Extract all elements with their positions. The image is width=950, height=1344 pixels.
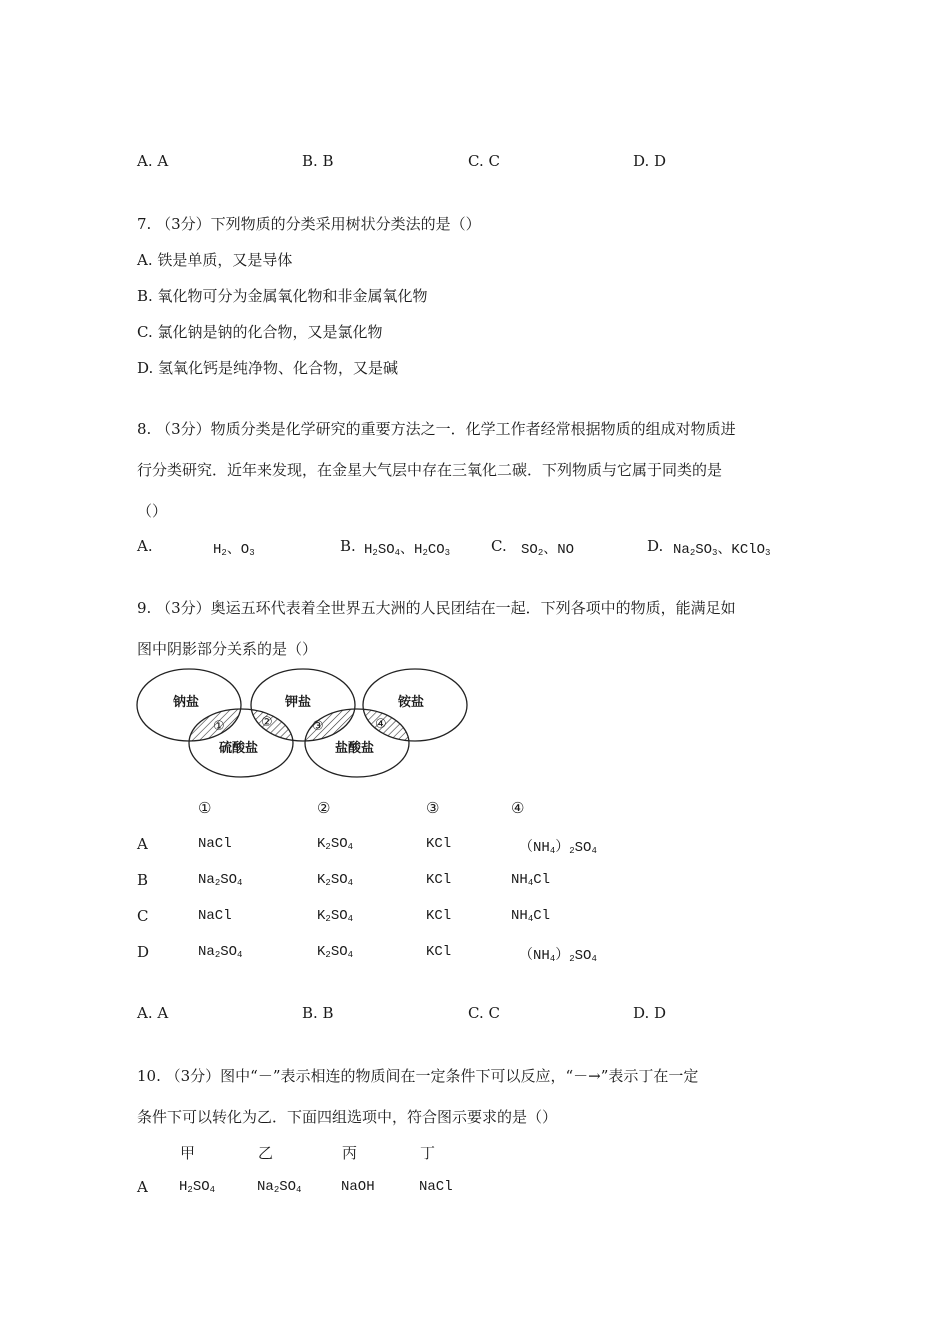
q9-col-header-1: ① xyxy=(198,799,212,817)
q7-option-a: A. 铁是单质，又是导体 xyxy=(137,251,293,269)
q8-option-b: $H_2SO_4$、$H_2CO_3$ xyxy=(364,542,451,558)
q9-col-header-4: ④ xyxy=(511,799,525,817)
q9-row-c-cell-1: NaCl xyxy=(198,908,232,924)
venn-diagram xyxy=(133,665,473,785)
q10-col-header-bing: 丙 xyxy=(342,1144,358,1162)
q9-row-c-cell-3: KCl xyxy=(426,908,452,924)
q8-option-d-label: D. xyxy=(647,537,664,555)
q6-option-b: B. B xyxy=(302,152,334,170)
label-chloride: 盐酸盐 xyxy=(335,741,375,756)
q9-row-b-cell-3: KCl xyxy=(426,872,452,888)
q9-answer-b: B. B xyxy=(302,1004,334,1022)
q9-row-a-cell-1: NaCl xyxy=(198,836,232,852)
label-sodium-salt: 钠盐 xyxy=(173,695,200,710)
q9-row-c-label: C xyxy=(137,907,149,925)
q9-stem-line2: 图中阴影部分关系的是（） xyxy=(137,640,318,658)
q10-col-header-yi: 乙 xyxy=(258,1144,274,1162)
q10-stem-line1: 10. （3分）图中“－”表示相连的物质间在一定条件下可以反应，“－→”表示丁在一定 xyxy=(137,1067,699,1085)
q9-row-a-cell-3: KCl xyxy=(426,836,452,852)
q10-row-a-cell-3: NaOH xyxy=(341,1179,375,1195)
q9-stem-line1: 9. （3分）奥运五环代表着全世界五大洲的人民团结在一起．下列各项中的物质，能满足如 xyxy=(137,599,736,617)
q6-option-c: C. C xyxy=(468,152,500,170)
q9-col-header-3: ③ xyxy=(426,799,440,817)
q8-option-c: $SO_2$、NO xyxy=(521,542,575,558)
q9-answer-c: C. C xyxy=(468,1004,500,1022)
q8-option-a-label: A. xyxy=(137,537,153,555)
q9-answer-d: D. D xyxy=(633,1004,667,1022)
q9-row-c-cell-4: $NH_4Cl$ xyxy=(511,908,551,924)
q9-row-d-cell-3: KCl xyxy=(426,944,452,960)
q9-row-b-cell-4: $NH_4Cl$ xyxy=(511,872,551,888)
q10-col-header-ding: 丁 xyxy=(420,1144,436,1162)
q10-col-header-jia: 甲 xyxy=(180,1144,196,1162)
q9-row-a-label: A xyxy=(137,835,148,853)
q6-option-a: A. A xyxy=(137,152,169,170)
q9-row-d-label: D xyxy=(137,943,150,961)
q9-row-a-cell-4: $(NH_4)_2SO_4$ xyxy=(519,840,597,856)
q7-option-d: D. 氢氧化钙是纯净物、化合物，又是碱 xyxy=(137,359,399,377)
label-sulfate: 硫酸盐 xyxy=(219,741,259,756)
q9-row-c-cell-2: $K_2SO_4$ xyxy=(317,908,354,924)
q6-option-d: D. D xyxy=(633,152,667,170)
q7-stem: 7. （3分）下列物质的分类采用树状分类法的是（） xyxy=(137,215,481,233)
q8-stem-line1: 8. （3分）物质分类是化学研究的重要方法之一．化学工作者经常根据物质的组成对物质进 xyxy=(137,420,736,438)
q9-row-a-cell-2: $K_2SO_4$ xyxy=(317,836,354,852)
label-ammonium-salt: 铵盐 xyxy=(398,695,425,710)
q8-stem-line3: （） xyxy=(137,502,168,520)
q8-option-a: $H_2$、$O_3$ xyxy=(213,542,255,558)
q10-row-a-cell-1: $H_2SO_4$ xyxy=(179,1179,216,1195)
q9-row-b-label: B xyxy=(137,871,149,889)
q7-option-c: C. 氯化钠是钠的化合物，又是氯化物 xyxy=(137,323,383,341)
q9-col-header-2: ② xyxy=(317,799,331,817)
q10-row-a-label: A xyxy=(137,1178,148,1196)
q9-row-d-cell-4: $(NH_4)_2SO_4$ xyxy=(519,948,597,964)
q10-row-a-cell-4: NaCl xyxy=(419,1179,453,1195)
label-potassium-salt: 钾盐 xyxy=(285,695,312,710)
marker-2: ② xyxy=(261,715,273,730)
q8-stem-line2: 行分类研究．近年来发现，在金星大气层中存在三氧化二碳．下列物质与它属于同类的是 xyxy=(137,461,723,479)
q9-row-b-cell-1: $Na_2SO_4$ xyxy=(198,872,243,888)
q7-option-b: B. 氧化物可分为金属氧化物和非金属氧化物 xyxy=(137,287,428,305)
marker-1: ① xyxy=(213,719,225,734)
q9-row-d-cell-1: $Na_2SO_4$ xyxy=(198,944,243,960)
q8-option-b-label: B. xyxy=(340,537,356,555)
marker-3: ③ xyxy=(312,719,324,734)
q9-row-b-cell-2: $K_2SO_4$ xyxy=(317,872,354,888)
q9-row-d-cell-2: $K_2SO_4$ xyxy=(317,944,354,960)
q9-answer-a: A. A xyxy=(137,1004,169,1022)
q8-option-d: $Na_2SO_3$、KClO$_3$ xyxy=(673,542,771,558)
marker-4: ④ xyxy=(375,717,387,732)
q10-stem-line2: 条件下可以转化为乙．下面四组选项中，符合图示要求的是（） xyxy=(137,1108,558,1126)
q8-option-c-label: C. xyxy=(491,537,507,555)
q10-row-a-cell-2: $Na_2SO_4$ xyxy=(257,1179,302,1195)
